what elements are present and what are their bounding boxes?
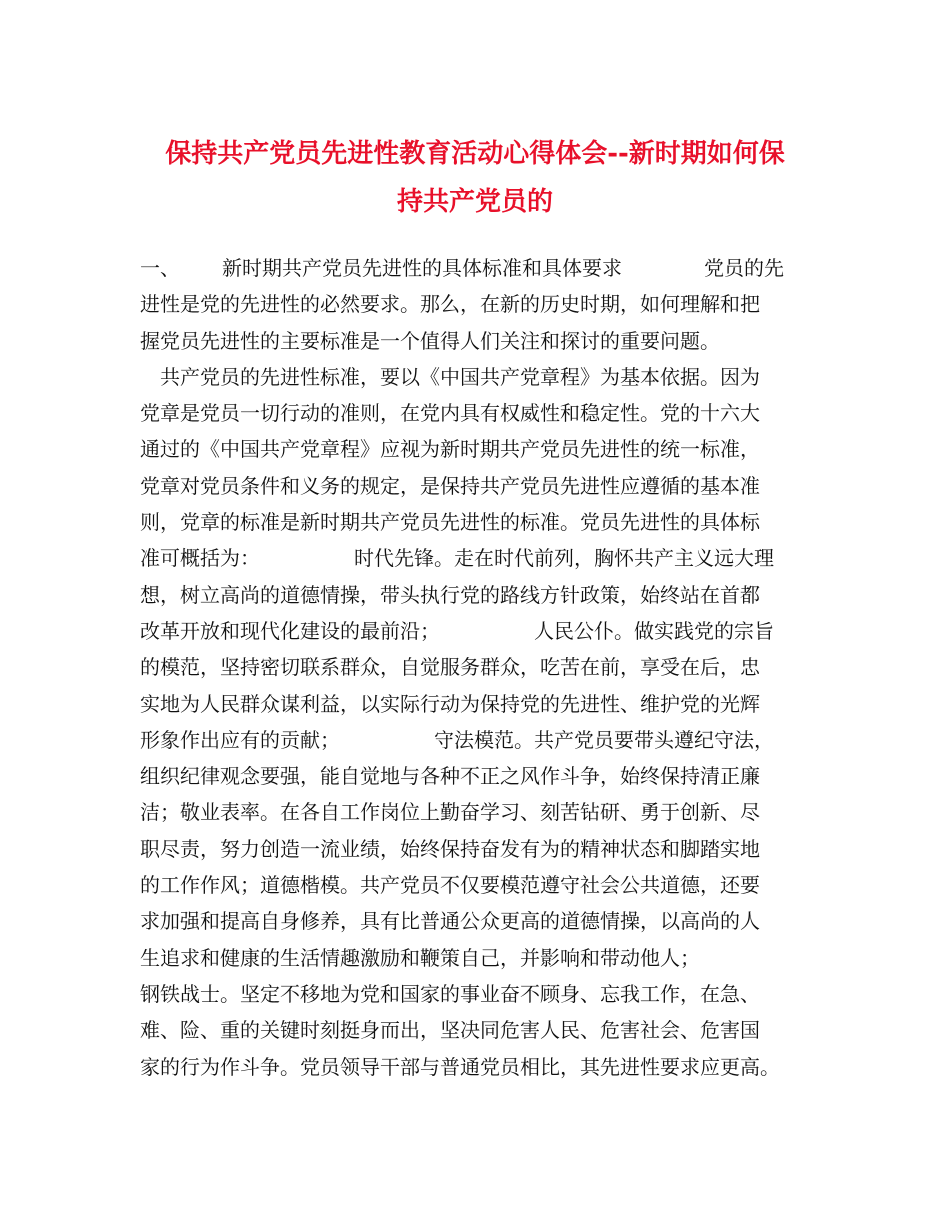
body-line: 家的行为作斗争。党员领导干部与普通党员相比，其先进性要求应更高。: [140, 1054, 780, 1079]
body-text-segment: 守法模范。共产党员要带头遵纪守法，: [434, 727, 774, 752]
body-line: 通过的《中国共产党章程》应视为新时期共产党员先进性的统一标准，: [140, 437, 760, 462]
body-line: 职尽责，努力创造一流业绩，始终保持奋发有为的精神状态和脚踏实地: [140, 836, 760, 861]
body-line: 党章对党员条件和义务的规定，是保持共产党员先进性应遵循的基本准: [140, 473, 760, 498]
body-text-segment: 时代先锋。走在时代前列，胸怀共产主义远大理: [354, 546, 774, 571]
document-body: [140, 250, 820, 1085]
title-line-1: 保持共产党员先进性教育活动心得体会--新时期如何保: [165, 139, 785, 169]
body-text-segment: 党员的先: [704, 256, 784, 280]
body-line: 的工作作风；道德楷模。共产党员不仅要模范遵守社会公共道德，还要: [140, 873, 760, 898]
body-line: [140, 540, 820, 576]
body-text-segment: 共产党员的先进性标准，要以《中国共产党章程》为基本依据。因为: [160, 364, 760, 389]
body-line: 党章是党员一切行动的准则，在党内具有权威性和稳定性。党的十六大: [140, 401, 760, 426]
body-line: [140, 613, 820, 649]
section-heading: 新时期共产党员先进性的具体标准和具体要求: [222, 256, 622, 280]
body-line: 钢铁战士。坚定不移地为党和国家的事业奋不顾身、忘我工作，在急、: [140, 981, 760, 1006]
body-line: 想，树立高尚的道德情操，带头执行党的路线方针政策，始终站在首都: [140, 582, 760, 607]
body-text-segment: 人民公仆。做实践党的宗旨: [534, 618, 774, 643]
section-number: 一、: [140, 256, 180, 280]
body-line: 握党员先进性的主要标准是一个值得人们关注和探讨的重要问题。: [140, 328, 720, 353]
body-line: 则，党章的标准是新时期共产党员先进性的标准。党员先进性的具体标: [140, 510, 760, 535]
title-line-2: 持共产党员的: [396, 187, 553, 217]
body-line: [140, 359, 820, 395]
body-line: 求加强和提高自身修养，具有比普通公众更高的道德情操，以高尚的人: [140, 909, 760, 934]
body-line: [140, 250, 820, 286]
body-text-segment: 改革开放和现代化建设的最前沿；: [140, 618, 440, 643]
body-line: 难、险、重的关键时刻挺身而出，坚决同危害人民、危害社会、危害国: [140, 1018, 760, 1043]
body-line: [140, 722, 820, 758]
body-text-segment: 形象作出应有的贡献；: [140, 727, 340, 752]
body-line: 组织纪律观念要强，能自觉地与各种不正之风作斗争，始终保持清正廉: [140, 764, 760, 789]
body-line: 实地为人民群众谋利益，以实际行动为保持党的先进性、维护党的光辉: [140, 691, 760, 716]
body-line: 的模范，坚持密切联系群众，自觉服务群众，吃苦在前，享受在后，忠: [140, 655, 760, 680]
body-text-segment: 准可概括为：: [140, 546, 260, 571]
body-line: 洁；敬业表率。在各自工作岗位上勤奋学习、刻苦钻研、勇于创新、尽: [140, 800, 760, 825]
body-line: 进性是党的先进性的必然要求。那么，在新的历史时期，如何理解和把: [140, 292, 760, 317]
document-title: [120, 130, 830, 226]
body-line: 生追求和健康的生活情趣激励和鞭策自己，并影响和带动他人；: [140, 945, 700, 970]
